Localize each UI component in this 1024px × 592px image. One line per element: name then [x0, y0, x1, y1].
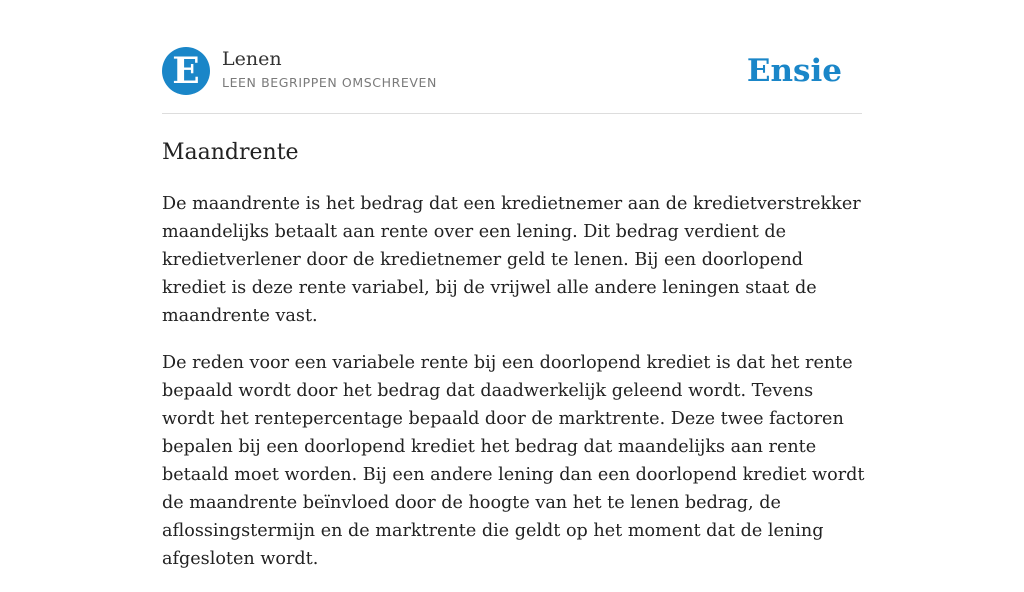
category-title[interactable]: Lenen: [222, 48, 282, 70]
entry-title: Maandrente: [162, 140, 299, 165]
category-subtitle: LEEN BEGRIPPEN OMSCHREVEN: [222, 75, 437, 90]
paragraph-2: De reden voor een variabele rente bij een doorlopend krediet is dat het rente bepaald wordt door het bedrag dat daadwerkelijk geleend wordt. Tevens wordt het rentepercentage bepaald door de marktrente. Deze twee factoren bepalen bij een doorlopend krediet het bedrag dat maandelijks aan rente betaald moet worden. Bij een andere lening dan een doorlopend krediet wordt de maandrente beïnvloed door de hoogte van het te lenen bedrag, de aflossingstermijn en de marktrente die geldt op het moment dat de lening afgesloten wordt.: [162, 353, 865, 569]
category-logo[interactable]: E: [162, 47, 210, 95]
header-divider: [162, 113, 862, 114]
entry-body: [162, 190, 868, 592]
header: [162, 47, 862, 95]
brand-logo[interactable]: Ensie: [746, 53, 842, 89]
paragraph-1: De maandrente is het bedrag dat een kredietnemer aan de kredietverstrekker maandelijks betaalt aan rente over een lening. Dit bedrag verdient de kredietverlener door de kredietnemer geld te lenen. Bij een doorlopend krediet is deze rente variabel, bij de vrijwel alle andere leningen staat de maandrente vast.: [162, 194, 861, 326]
